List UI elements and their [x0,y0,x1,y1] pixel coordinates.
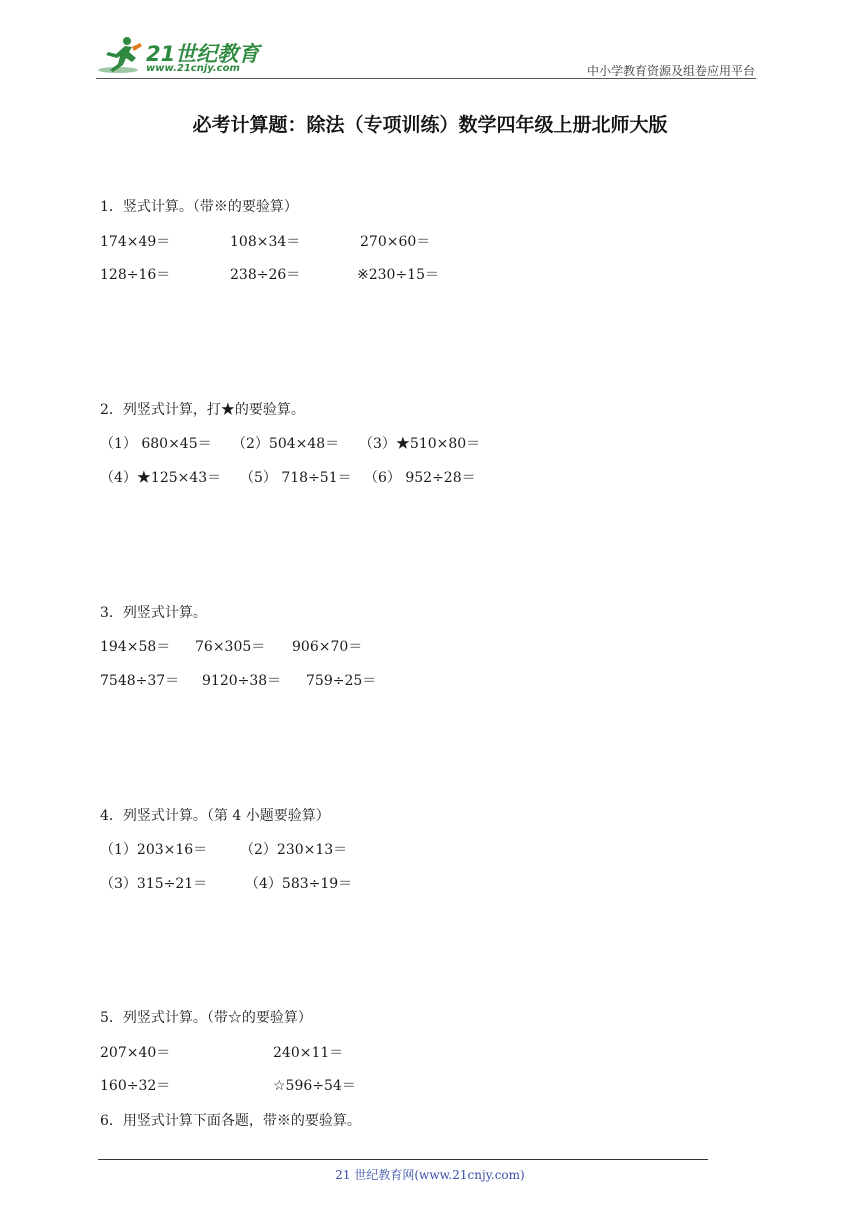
logo-text: 21世纪教育 [146,42,260,66]
problem-2-1: （1） 680×45＝ [100,436,212,452]
problem-5-4: ☆596÷54＝ [273,1078,356,1094]
problem-1-1: 174×49＝ [100,234,171,250]
problem-2-5: （5） 718÷51＝ [240,470,352,486]
problem-5-2: 240×11＝ [273,1045,344,1061]
problem-3-1: 194×58＝ [100,639,171,655]
question-6-heading: 6．用竖式计算下面各题，带※的要验算。 [100,1113,361,1129]
runner-logo-icon [96,34,146,76]
question-1-heading: 1．竖式计算。（带※的要验算） [100,199,298,215]
problem-1-4: 128÷16＝ [100,267,171,283]
problem-1-3: 270×60＝ [360,234,431,250]
problem-3-4: 7548÷37＝ [100,673,180,689]
header-platform-text: 中小学教育资源及组卷应用平台 [586,64,755,78]
problem-4-4: （4）583÷19＝ [245,876,353,892]
problem-3-3: 906×70＝ [292,639,363,655]
problem-1-2: 108×34＝ [230,234,301,250]
problem-4-3: （3）315÷21＝ [100,876,208,892]
problem-2-6: （6） 952÷28＝ [364,470,476,486]
question-5-heading: 5．列竖式计算。（带☆的要验算） [100,1010,312,1026]
logo-url: www.21cnjy.com [146,63,240,74]
problem-3-2: 76×305＝ [195,639,266,655]
problem-1-5: 238÷26＝ [230,267,301,283]
problem-4-2: （2）230×13＝ [240,842,348,858]
question-2-heading: 2．列竖式计算，打★的要验算。 [100,402,305,418]
problem-5-3: 160÷32＝ [100,1078,171,1094]
site-logo[interactable] [96,34,266,76]
page-title: 必考计算题：除法（专项训练）数学四年级上册北师大版 [192,114,668,136]
problem-4-1: （1）203×16＝ [100,842,208,858]
problem-5-1: 207×40＝ [100,1045,171,1061]
problem-2-3: （3）★510×80＝ [359,436,481,452]
footer-divider [98,1159,708,1160]
footer-link[interactable]: 21 世纪教育网(www.21cnjy.com) [335,1168,525,1182]
header-divider [96,78,756,79]
problem-1-6: ※230÷15＝ [357,267,439,283]
question-4-heading: 4．列竖式计算。（第 4 小题要验算） [100,808,330,824]
problem-3-6: 759÷25＝ [306,673,377,689]
problem-2-4: （4）★125×43＝ [100,470,222,486]
problem-3-5: 9120÷38＝ [202,673,282,689]
problem-2-2: （2）504×48＝ [232,436,340,452]
question-3-heading: 3．列竖式计算。 [100,605,207,621]
